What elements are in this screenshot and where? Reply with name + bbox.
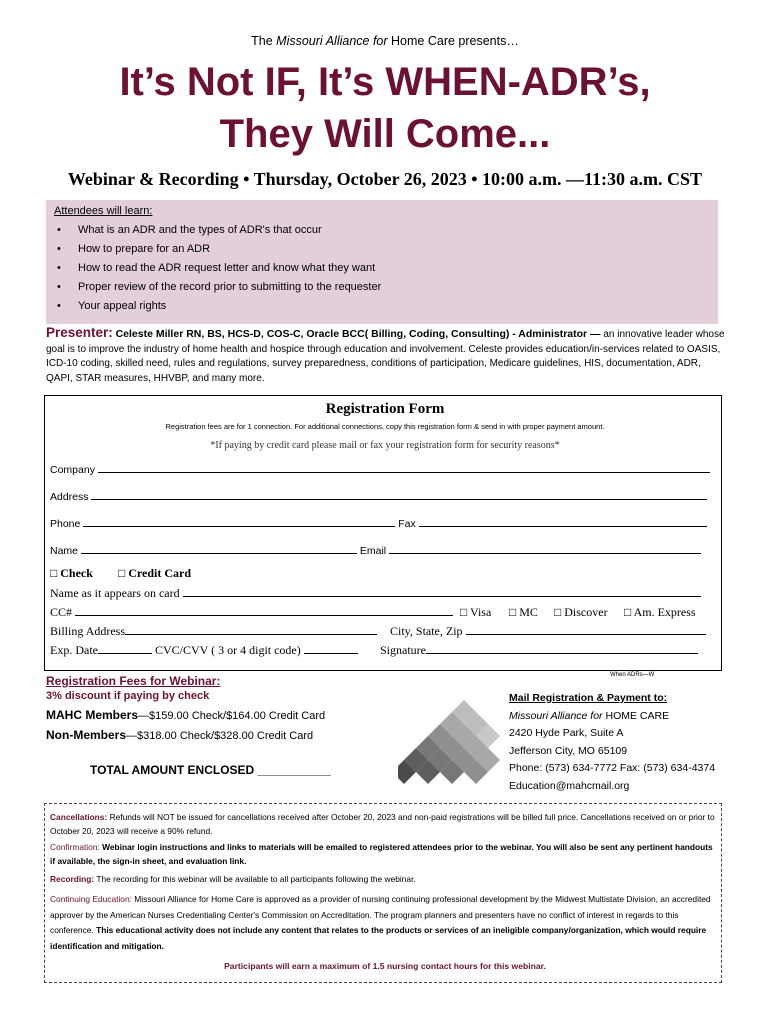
mail-heading: Mail Registration & Payment to:	[509, 692, 668, 704]
page-tag: When ADRs—W	[610, 672, 655, 678]
name-on-card-row	[50, 586, 701, 601]
nonmembers-price-row	[46, 728, 325, 742]
name-field[interactable]	[81, 544, 357, 554]
mail-org-rest: HOME CARE	[605, 709, 670, 722]
members-price: —$159.00 Check/$164.00 Credit Card	[138, 710, 326, 722]
list-item-text: How to prepare for an ADR	[78, 243, 211, 255]
list-item	[46, 242, 381, 261]
mail-section	[509, 690, 715, 795]
list-item	[46, 299, 381, 318]
exp-row	[50, 643, 358, 658]
mail-street: 2420 Hyde Park, Suite A	[509, 727, 624, 739]
ce-label: Continuing Education:	[50, 894, 132, 904]
cc-label: CC#	[50, 605, 73, 619]
mail-org	[509, 708, 715, 726]
phone-field[interactable]	[83, 517, 395, 527]
recording-label: Recording:	[50, 874, 95, 884]
credit-card-checkbox[interactable]: □ Credit Card	[118, 566, 192, 580]
bullet-icon: •	[57, 281, 61, 293]
city-field[interactable]	[466, 625, 706, 635]
mc-checkbox[interactable]: □ MC	[509, 605, 538, 619]
mail-org-italic: Missouri Alliance for	[509, 709, 603, 722]
fax-label: Fax	[398, 518, 416, 530]
presenter-name: Celeste Miller RN, BS, HCS-D, COS-C, Oracle BCC( Billing, Coding, Consulting) - Administrator —	[115, 328, 601, 340]
intro-pre: The	[251, 34, 273, 48]
billing-row	[50, 624, 377, 639]
contact-hours-note: Participants will earn a maximum of 1.5 nursing contact hours for this webinar.	[224, 961, 546, 971]
cancellation-label: Cancellations:	[50, 812, 108, 822]
registration-form-title: Registration Form	[325, 401, 445, 417]
learning-heading: Attendees will learn:	[54, 205, 153, 217]
presenter-bio: an innovative leader whose goal is to improve the industry of home health and hospice through education and involvement. Celeste provides education/in-services related to OASIS, ICD-10 coding, skilled need, rules and regulations, survey preparedness, conditions of participation, Medicare guidelines, HIS, documentation, ADR, QAPI, STAR measures, HHVBP, and many more.	[46, 329, 725, 384]
presenter-section	[46, 326, 726, 386]
cancellation-policy	[50, 810, 718, 838]
fax-field[interactable]	[419, 517, 707, 527]
cc-field[interactable]	[75, 606, 453, 616]
company-label: Company	[50, 464, 95, 476]
confirmation-text: Webinar login instructions and links to materials will be emailed to registered attendees prior to the webinar. You will also be sent any pertinent handouts if available, the sign-in sheet, and evaluation link.	[50, 842, 713, 866]
company-row	[50, 463, 710, 476]
list-item-text: Proper review of the record prior to submitting to the requester	[78, 281, 382, 293]
logo-diamonds	[398, 700, 500, 784]
page-title-line1: It’s Not IF, It’s WHEN-ADR’s,	[119, 60, 651, 104]
check-checkbox[interactable]: □ Check	[50, 566, 93, 580]
address-field[interactable]	[91, 490, 707, 500]
list-item	[46, 280, 381, 299]
cancellation-text: Refunds will NOT be issued for cancellations received after October 20, 2023 and non-paid registrations will be billed full price. Cancellations received on or prior to October 20, 2023 will receive a 90% refund.	[50, 812, 715, 836]
intro-post: Home Care presents…	[391, 34, 519, 48]
cvc-label: CVC/CVV ( 3 or 4 digit code)	[154, 643, 301, 657]
registration-note: Registration fees are for 1 connection. For additional connections, copy this registration form & send in with proper payment amount.	[165, 422, 605, 431]
fees-discount: 3% discount if paying by check	[46, 690, 210, 702]
mahc-logo	[398, 698, 508, 790]
nonmembers-price: —$318.00 Check/$328.00 Credit Card	[126, 730, 314, 742]
discover-checkbox[interactable]: □ Discover	[554, 605, 608, 619]
bullet-icon: •	[57, 300, 61, 312]
bullet-icon: •	[57, 262, 61, 274]
continuing-education	[50, 892, 718, 954]
members-price-row	[46, 708, 325, 722]
exp-field[interactable]	[98, 644, 152, 654]
address-label: Address	[50, 491, 89, 503]
signature-row	[380, 643, 698, 658]
cvc-field[interactable]	[304, 644, 358, 654]
confirmation-label: Confirmation:	[50, 842, 100, 852]
event-subtitle: Webinar & Recording • Thursday, October 26, 2023 • 10:00 a.m. —11:30 a.m. CST	[67, 169, 703, 189]
list-item-text: What is an ADR and the types of ADR's that occur	[78, 224, 322, 236]
total-amount: TOTAL AMOUNT ENCLOSED ___________	[90, 763, 331, 777]
billing-field[interactable]	[125, 625, 377, 635]
intro-line	[0, 34, 770, 48]
ce-text: Missouri Alliance for Home Care is approved as a provider of nursing continuing professional development by the Midwest Multistate Division, an accredited approver by the American Nurses Credentialing Center's Commission on Accreditation. The program planners and presenters have no conflict of interest in regards to this conference.	[50, 894, 711, 935]
intro-org: Missouri Alliance for	[276, 34, 388, 48]
nonmembers-label: Non-Members	[46, 728, 127, 742]
company-field[interactable]	[98, 463, 710, 473]
confirmation-policy	[50, 840, 718, 868]
fees-heading: Registration Fees for Webinar:	[46, 674, 221, 688]
name-label: Name	[50, 545, 79, 557]
learning-objectives-box	[46, 200, 718, 324]
bullet-icon: •	[57, 243, 61, 255]
name-on-card-field[interactable]	[183, 587, 701, 597]
mail-city: Jefferson City, MO 65109	[509, 744, 628, 757]
ce-bold-text: This educational activity does not include any content that relates to the products or services of an ineligible company/organization, which would require identification and mitigation.	[50, 925, 707, 951]
list-item	[46, 261, 381, 280]
members-label: MAHC Members	[46, 708, 139, 722]
list-item-text: Your appeal rights	[78, 300, 167, 312]
cc-row	[50, 605, 453, 620]
name-on-card-label: Name as it appears on card	[50, 586, 180, 600]
learning-list	[46, 223, 381, 318]
name-email-row	[50, 544, 701, 557]
bullet-icon: •	[57, 224, 61, 236]
email-field[interactable]	[389, 544, 701, 554]
list-item-text: How to read the ADR request letter and know what they want	[78, 262, 376, 274]
recording-text: The recording for this webinar will be available to all participants following the webinar.	[96, 874, 416, 884]
mail-phone: Phone: (573) 634-7772 Fax: (573) 634-4374	[509, 762, 716, 774]
city-row	[390, 624, 706, 639]
credit-card-note: *If paying by credit card please mail or fax your registration form for security reasons*	[210, 440, 560, 451]
presenter-label: Presenter:	[46, 325, 113, 340]
billing-label: Billing Address	[50, 624, 126, 638]
address-row	[50, 490, 707, 503]
phone-label: Phone	[50, 518, 81, 530]
page-title-line2: They Will Come...	[219, 112, 551, 156]
recording-policy	[50, 872, 718, 886]
signature-field[interactable]	[426, 644, 698, 654]
visa-checkbox[interactable]: □ Visa	[460, 605, 492, 619]
list-item	[46, 223, 381, 242]
amex-checkbox[interactable]: □ Am. Express	[624, 605, 696, 619]
exp-label: Exp. Date	[50, 643, 98, 657]
signature-label: Signature	[380, 643, 426, 657]
email-label: Email	[359, 545, 387, 557]
phone-fax-row	[50, 517, 707, 530]
city-label: City, State, Zip	[390, 624, 463, 638]
fees-section	[46, 674, 325, 742]
mail-email[interactable]: Education@mahcmail.org	[509, 779, 630, 792]
